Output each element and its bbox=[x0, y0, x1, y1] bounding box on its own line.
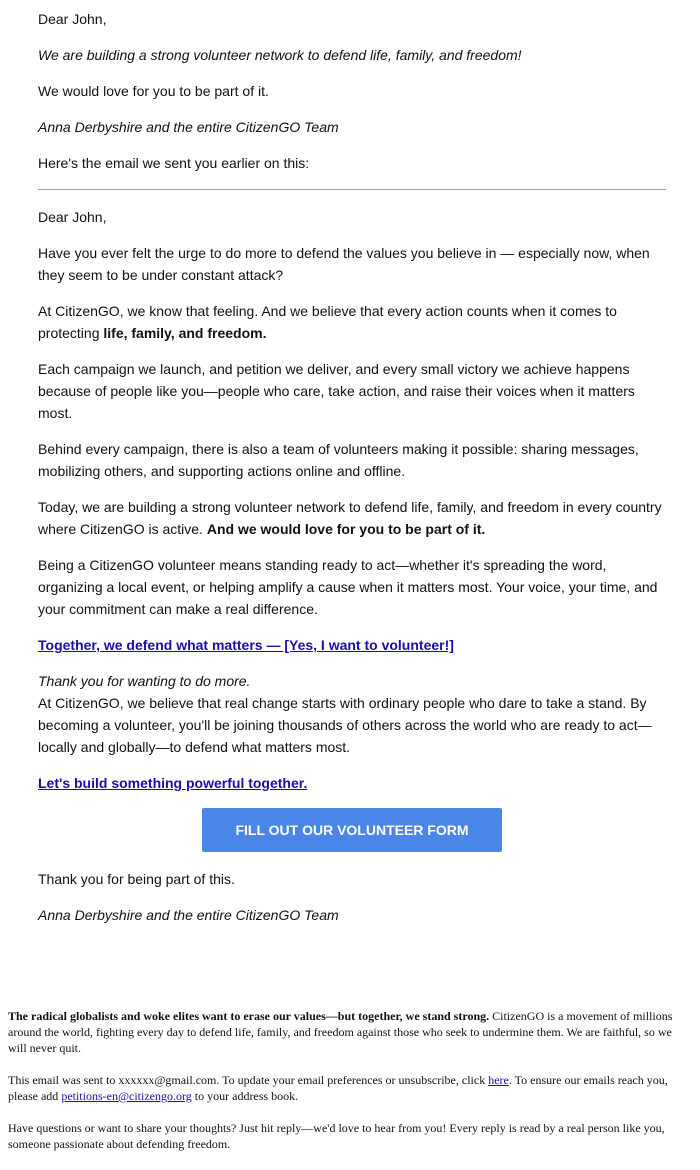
footer-sent-suffix: to your address book. bbox=[191, 1089, 299, 1103]
paragraph-text: At CitizenGO, we believe that real change starts with ordinary people who dare to take a stand. By becoming a volunteer, you'll be joining thousands of others across the world who are ready to act—locally and globally—to defend what matters most. bbox=[38, 695, 652, 755]
footer-mission bbox=[8, 1008, 692, 1056]
paragraph-volunteers: Behind every campaign, there is also a team of volunteers making it possible: sharing messages, mobilizing others, and supporting actions online and offline. bbox=[38, 441, 639, 479]
footer-mission-bold: The radical globalists and woke elites want to erase our values—but together, we stand strong. bbox=[8, 1009, 490, 1023]
earlier-email-note: Here's the email we sent you earlier on this: bbox=[38, 155, 310, 171]
closing-signature: Anna Derbyshire and the entire CitizenGO Team bbox=[38, 907, 339, 923]
paragraph-citizengo-feeling bbox=[38, 300, 666, 344]
paragraph-text: Today, we are building a strong volunteer network to defend life, family, and freedom in every country where CitizenGO is active. bbox=[38, 499, 662, 537]
unsubscribe-link[interactable]: here bbox=[488, 1073, 509, 1087]
paragraph-network bbox=[38, 496, 666, 540]
emphasis-text: life, family, and freedom. bbox=[103, 325, 267, 341]
sender-address-link[interactable]: petitions-en@citizengo.org bbox=[61, 1089, 192, 1103]
footer-subscription bbox=[8, 1072, 692, 1104]
footer bbox=[8, 1008, 692, 1168]
intro-signature: Anna Derbyshire and the entire CitizenGO Team bbox=[38, 119, 339, 135]
intro-headline: We are building a strong volunteer network to defend life, family, and freedom! bbox=[38, 47, 522, 63]
footer-sent-middle: . To ensure our emails reach you, please add bbox=[8, 1073, 668, 1103]
divider bbox=[38, 189, 666, 190]
paragraph-being-volunteer: Being a CitizenGO volunteer means standing ready to act—whether it's spreading the word, organizing a local event, or helping amplify a cause when it matters most. Your voice, your time, and your commitment can make a real difference. bbox=[38, 557, 658, 617]
volunteer-form-button[interactable]: FILL OUT OUR VOLUNTEER FORM bbox=[202, 808, 502, 852]
build-together-link[interactable]: Let's build something powerful together. bbox=[38, 775, 308, 791]
paragraph-urge: Have you ever felt the urge to do more to defend the values you believe in — especially now, when they seem to be under constant attack? bbox=[38, 245, 650, 283]
closing-line: Thank you for being part of this. bbox=[38, 871, 235, 887]
paragraph-real-change bbox=[38, 670, 666, 758]
thanks-italic: Thank you for wanting to do more. bbox=[38, 673, 251, 689]
paragraph-text: At CitizenGO, we know that feeling. And we believe that every action counts when it comes to protecting bbox=[38, 303, 617, 341]
cta-container bbox=[38, 808, 666, 852]
intro-invite: We would love for you to be part of it. bbox=[38, 83, 269, 99]
volunteer-link[interactable]: Together, we defend what matters — [Yes, I want to volunteer!] bbox=[38, 637, 454, 653]
paragraph-campaigns: Each campaign we launch, and petition we deliver, and every small victory we achieve happens because of people like you—people who care, take action, and raise their voices when it matters most. bbox=[38, 361, 635, 421]
footer-reply-note: Have questions or want to share your thoughts? Just hit reply—we'd love to hear from you! Every reply is read by a real person like you, someone passionate about defending freedom. bbox=[8, 1121, 665, 1151]
email-body bbox=[38, 0, 666, 940]
footer-sent-prefix: This email was sent to xxxxxx@gmail.com. To update your email preferences or unsubscribe, click bbox=[8, 1073, 489, 1087]
footer-mission-text: CitizenGO is a movement of millions around the world, fighting every day to defend life, family, and freedom against those who seek to undermine them. We are faithful, so we will never quit. bbox=[8, 1009, 673, 1055]
body-greeting: Dear John, bbox=[38, 209, 107, 225]
emphasis-text: And we would love for you to be part of it. bbox=[206, 521, 486, 537]
intro-greeting: Dear John, bbox=[38, 11, 107, 27]
